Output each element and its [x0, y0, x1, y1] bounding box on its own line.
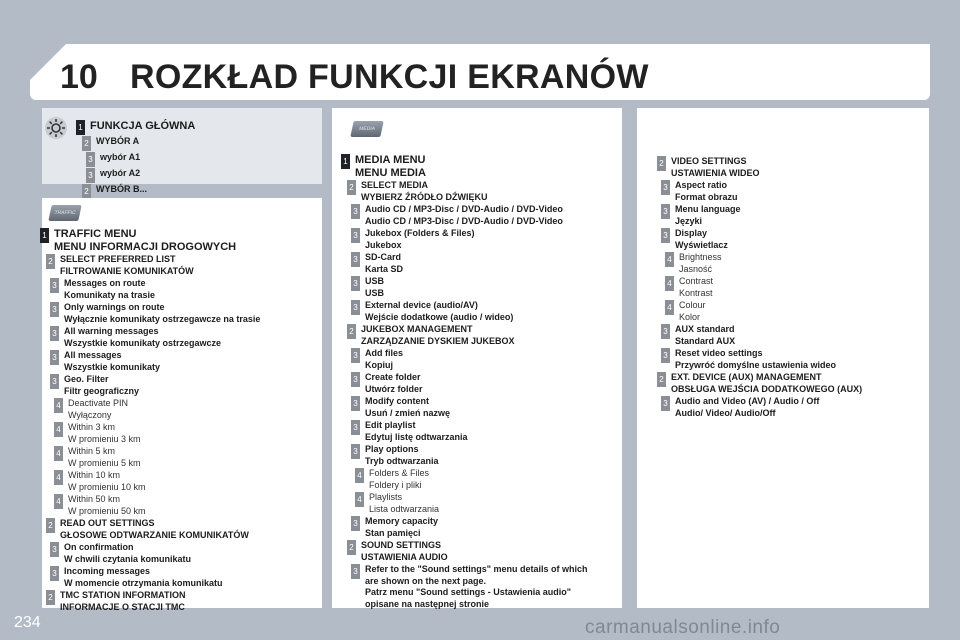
list-item	[355, 468, 429, 491]
item-line: Utwórz folder	[365, 383, 423, 394]
list-item	[54, 494, 146, 517]
level-badge: 3	[86, 152, 95, 167]
item-line: Edytuj listę odtwarzania	[365, 431, 468, 442]
level-badge: 3	[351, 420, 360, 435]
list-item	[665, 252, 722, 275]
level-badge: 2	[347, 540, 356, 555]
item-line: W promieniu 5 km	[68, 457, 141, 468]
item-line: USTAWIENIA WIDEO	[671, 167, 760, 178]
level-badge: 3	[661, 348, 670, 363]
level-badge: 3	[661, 396, 670, 411]
level-badge: 3	[351, 276, 360, 291]
level-badge: 4	[355, 468, 364, 483]
item-line: Create folder	[365, 372, 421, 382]
list-item	[347, 180, 488, 203]
item-line: MENU INFORMACJI DROGOWYCH	[54, 240, 237, 253]
item-line: W promieniu 50 km	[68, 505, 146, 516]
item-line: W promieniu 10 km	[68, 481, 146, 492]
list-item	[46, 590, 185, 613]
item-line: Audio/ Video/ Audio/Off	[675, 407, 776, 418]
list-item	[351, 564, 588, 610]
item-line: JUKEBOX MANAGEMENT	[361, 324, 473, 334]
item-line: Kolor	[679, 311, 701, 322]
level-badge: 2	[46, 518, 55, 533]
list-item	[86, 152, 140, 167]
item-line: W chwili czytania komunikatu	[64, 553, 192, 564]
item-line: Patrz menu "Sound settings - Ustawienia audio"	[365, 587, 572, 597]
item-line: wybór A1	[100, 152, 141, 162]
level-badge: 2	[82, 184, 91, 199]
list-item	[351, 276, 384, 299]
item-line: Wyłączony	[68, 409, 112, 420]
item-line: Tryb odtwarzania	[365, 455, 439, 466]
list-item	[86, 168, 140, 183]
list-item	[665, 300, 706, 323]
list-item	[351, 348, 403, 371]
item-line: Jasność	[679, 263, 713, 274]
item-line: Within 50 km	[68, 494, 121, 504]
item-line: VIDEO SETTINGS	[671, 156, 747, 166]
item-line: Jukebox (Folders & Files)	[365, 228, 475, 238]
level-badge: 4	[665, 252, 674, 267]
item-line: Edit playlist	[365, 420, 416, 430]
media-button-icon: MEDIA	[350, 121, 383, 137]
item-line: Audio and Video (AV) / Audio / Off	[675, 396, 820, 406]
level-badge: 3	[661, 180, 670, 195]
list-item	[665, 276, 713, 299]
item-line: Aspect ratio	[675, 180, 728, 190]
item-line: MEDIA MENU	[355, 154, 426, 166]
item-line: TMC STATION INFORMATION	[60, 590, 186, 600]
level-badge: 4	[54, 494, 63, 509]
level-badge: 3	[86, 168, 95, 183]
item-line: Filtr geograficzny	[64, 385, 140, 396]
item-line: SOUND SETTINGS	[361, 540, 442, 550]
list-item	[50, 542, 191, 565]
watermark: carmanualsonline.info	[585, 617, 781, 638]
item-line: TRAFFIC MENU	[54, 228, 137, 240]
level-badge: 2	[82, 136, 91, 151]
item-line: Within 10 km	[68, 470, 121, 480]
list-item	[351, 516, 438, 539]
item-line: MENU MEDIA	[355, 166, 426, 179]
item-line: Refer to the "Sound settings" menu details of which	[365, 564, 588, 574]
item-line: Only warnings on route	[64, 302, 165, 312]
item-line: Audio CD / MP3-Disc / DVD-Audio / DVD-Video	[365, 215, 563, 226]
list-item	[50, 326, 221, 349]
page-number: 234	[14, 614, 41, 631]
item-line: Jukebox	[365, 239, 402, 250]
list-item	[347, 540, 448, 563]
list-item	[76, 120, 195, 135]
list-item	[40, 228, 236, 253]
item-line: Modify content	[365, 396, 429, 406]
item-line: Przywróć domyślne ustawienia wideo	[675, 359, 837, 370]
item-line: Foldery i pliki	[369, 479, 422, 490]
level-badge: 3	[351, 396, 360, 411]
list-item	[661, 204, 741, 227]
level-badge: 1	[76, 120, 85, 135]
item-line: Języki	[675, 215, 703, 226]
item-line: Karta SD	[365, 263, 404, 274]
item-line: WYBÓR A	[96, 136, 140, 146]
level-badge: 3	[351, 204, 360, 219]
level-badge: 2	[46, 590, 55, 605]
item-line: Geo. Filter	[64, 374, 109, 384]
item-line: are shown on the next page.	[365, 575, 487, 586]
item-line: Lista odtwarzania	[369, 503, 440, 514]
level-badge: 4	[665, 300, 674, 315]
level-badge: 3	[351, 348, 360, 363]
list-item	[46, 518, 249, 541]
item-line: wybór A2	[100, 168, 141, 178]
item-line: SELECT PREFERRED LIST	[60, 254, 176, 264]
item-line: USTAWIENIA AUDIO	[361, 551, 448, 562]
level-badge: 3	[351, 300, 360, 315]
level-badge: 3	[351, 516, 360, 531]
level-badge: 2	[657, 372, 666, 387]
item-line: Folders & Files	[369, 468, 430, 478]
item-line: Wszystkie komunikaty	[64, 361, 161, 372]
level-badge: 4	[355, 492, 364, 507]
item-line: FILTROWANIE KOMUNIKATÓW	[60, 265, 194, 276]
item-line: Kontrast	[679, 287, 713, 298]
item-line: Standard AUX	[675, 335, 736, 346]
item-line: Colour	[679, 300, 706, 310]
item-line: Add files	[365, 348, 404, 358]
list-item	[661, 324, 735, 347]
item-line: FUNKCJA GŁÓWNA	[90, 120, 196, 132]
item-line: Within 5 km	[68, 446, 116, 456]
level-badge: 3	[50, 374, 59, 389]
item-line: Usuń / zmień nazwę	[365, 407, 451, 418]
list-item	[82, 136, 139, 151]
item-line: Within 3 km	[68, 422, 116, 432]
list-item	[351, 420, 468, 443]
item-line: Wszystkie komunikaty ostrzegawcze	[64, 337, 222, 348]
level-badge: 3	[50, 278, 59, 293]
item-line: Messages on route	[64, 278, 146, 288]
level-badge: 2	[347, 324, 356, 339]
item-line: W momencie otrzymania komunikatu	[64, 577, 223, 588]
list-item	[50, 302, 260, 325]
item-line: Display	[675, 228, 708, 238]
list-item	[54, 446, 141, 469]
item-line: External device (audio/AV)	[365, 300, 478, 310]
item-line: Contrast	[679, 276, 714, 286]
list-item	[50, 278, 155, 301]
item-line: Menu language	[675, 204, 741, 214]
level-badge: 3	[351, 444, 360, 459]
item-line: W promieniu 3 km	[68, 433, 141, 444]
list-item	[657, 156, 760, 179]
level-badge: 4	[665, 276, 674, 291]
list-item	[351, 252, 403, 275]
item-line: WYBIERZ ŹRÓDŁO DŹWIĘKU	[361, 191, 488, 202]
level-badge: 3	[351, 372, 360, 387]
chapter-number: 10	[60, 58, 98, 96]
level-badge: 4	[54, 398, 63, 413]
list-item	[54, 422, 141, 445]
list-item	[351, 444, 439, 467]
item-line: ZARZĄDZANIE DYSKIEM JUKEBOX	[361, 335, 515, 346]
item-line: opisane na następnej stronie	[365, 598, 490, 609]
list-item	[351, 396, 450, 419]
list-item	[351, 300, 513, 323]
list-item	[46, 254, 194, 277]
level-badge: 3	[50, 350, 59, 365]
list-item	[661, 396, 819, 419]
page-title: ROZKŁAD FUNKCJI EKRANÓW	[130, 58, 649, 96]
item-line: Playlists	[369, 492, 403, 502]
sun-gear-icon	[44, 116, 68, 140]
item-line: Brightness	[679, 252, 722, 262]
item-line: Deactivate PIN	[68, 398, 129, 408]
item-line: Reset video settings	[675, 348, 763, 358]
item-line: SD-Card	[365, 252, 402, 262]
level-badge: 1	[341, 154, 350, 169]
item-line: Audio CD / MP3-Disc / DVD-Audio / DVD-Video	[365, 204, 563, 214]
level-badge: 3	[661, 204, 670, 219]
list-item	[50, 350, 160, 373]
item-line: Kopiuj	[365, 359, 393, 370]
item-line: Memory capacity	[365, 516, 439, 526]
list-item	[347, 324, 515, 347]
list-item	[355, 492, 439, 515]
item-line: OBSŁUGA WEJŚCIA DODATKOWEGO (AUX)	[671, 383, 863, 394]
list-item	[351, 204, 563, 227]
list-item	[50, 566, 223, 589]
level-badge: 1	[40, 228, 49, 243]
item-line: Stan pamięci	[365, 527, 421, 538]
item-line: USB	[365, 276, 385, 286]
level-badge: 3	[50, 542, 59, 557]
traffic-button-icon: TRAFFIC	[48, 205, 81, 221]
list-item	[661, 348, 836, 371]
item-line: Format obrazu	[675, 191, 738, 202]
level-badge: 2	[46, 254, 55, 269]
level-badge: 3	[661, 324, 670, 339]
level-badge: 4	[54, 470, 63, 485]
item-line: All messages	[64, 350, 122, 360]
list-item	[657, 372, 862, 395]
level-badge: 3	[351, 252, 360, 267]
item-line: AUX standard	[675, 324, 735, 334]
level-badge: 3	[351, 564, 360, 579]
list-item	[351, 372, 423, 395]
level-badge: 3	[50, 566, 59, 581]
list-item	[351, 228, 475, 251]
item-line: GŁOSOWE ODTWARZANIE KOMUNIKATÓW	[60, 529, 249, 540]
item-line: READ OUT SETTINGS	[60, 518, 155, 528]
level-badge: 3	[661, 228, 670, 243]
item-line: Play options	[365, 444, 419, 454]
level-badge: 2	[347, 180, 356, 195]
level-badge: 4	[54, 446, 63, 461]
item-line: WYBÓR B...	[96, 184, 147, 194]
list-item	[661, 180, 738, 203]
item-line: All warning messages	[64, 326, 159, 336]
list-item	[341, 154, 426, 179]
item-line: Wyłącznie komunikaty ostrzegawcze na trasie	[64, 313, 261, 324]
level-badge: 4	[54, 422, 63, 437]
list-item	[82, 184, 147, 199]
level-badge: 3	[50, 302, 59, 317]
level-badge: 3	[50, 326, 59, 341]
level-badge: 2	[657, 156, 666, 171]
item-line: INFORMACJE O STACJI TMC	[60, 601, 185, 612]
item-line: Incoming messages	[64, 566, 151, 576]
list-item	[50, 374, 139, 397]
item-line: Wyświetlacz	[675, 239, 728, 250]
level-badge: 3	[351, 228, 360, 243]
item-line: SELECT MEDIA	[361, 180, 429, 190]
item-line: USB	[365, 287, 385, 298]
item-line: EXT. DEVICE (AUX) MANAGEMENT	[671, 372, 822, 382]
item-line: Komunikaty na trasie	[64, 289, 156, 300]
list-item	[54, 470, 146, 493]
list-item	[54, 398, 128, 421]
item-line: On confirmation	[64, 542, 134, 552]
item-line: Wejście dodatkowe (audio / wideo)	[365, 311, 514, 322]
list-item	[661, 228, 728, 251]
